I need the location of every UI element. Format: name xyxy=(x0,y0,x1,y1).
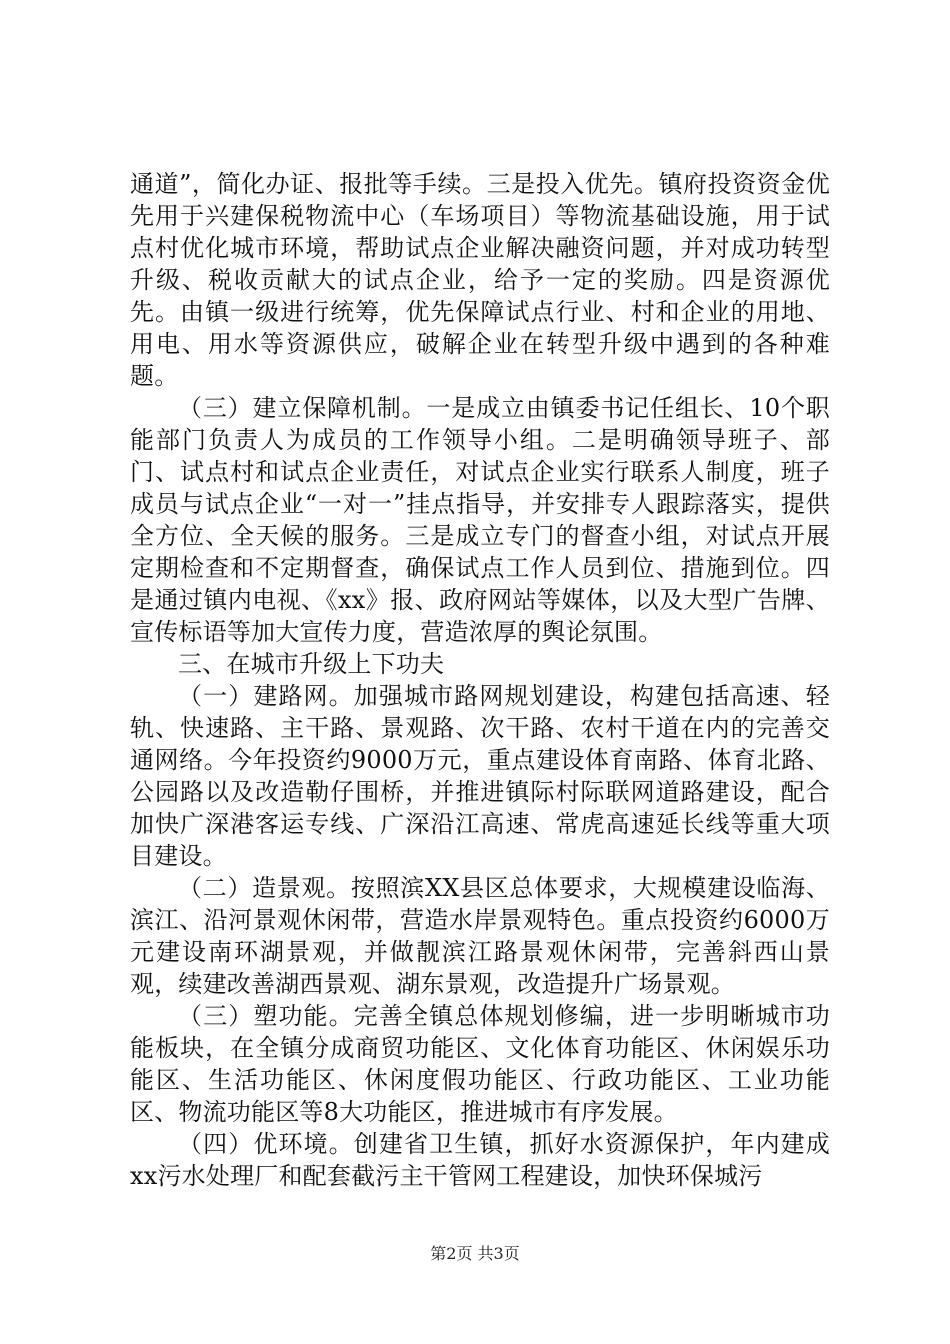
paragraph-6: （三）塑功能。完善全镇总体规划修编，进一步明晰城市功能板块，在全镇分成商贸功能区、文化体育功能区、休闲娱乐功能区、生活功能区、休闲度假功能区、行政功能区、工业功能区、物流功能区等8大功能区，推进城市有序发展。 xyxy=(130,1002,830,1126)
paragraph-5: （二）造景观。按照滨XX县区总体要求，大规模建设临海、滨江、沿河景观休闲带，营造水岸景观特色。重点投资约6000万元建设南环湖景观，并做靓滨江路景观休闲带，完善斜西山景观，续建改善湖西景观、湖东景观，改造提升广场景观。 xyxy=(130,874,830,998)
section-heading: 三、在城市升级上下功夫 xyxy=(178,650,445,678)
paragraph-2: （三）建立保障机制。一是成立由镇委书记任组长、10个职能部门负责人为成员的工作领导小组。二是明确领导班子、部门、试点村和试点企业责任，对试点企业实行联系人制度，班子成员与试点企业“一对一”挂点指导，并安排专人跟踪落实，提供全方位、全天候的服务。三是成立专门的督查小组，对试点开展定期检查和不定期督查，确保试点工作人员到位、措施到位。四是通过镇内电视、《xx》报、政府网站等媒体，以及大型广告牌、宣传标语等加大宣传力度，营造浓厚的舆论氛围。 xyxy=(130,394,830,646)
paragraph-7: （四）优环境。创建省卫生镇，抓好水资源保护，年内建成xx污水处理厂和配套截污主干管网工程建设，加快环保城污 xyxy=(130,1130,830,1190)
paragraph-1: 通道”，简化办证、报批等手续。三是投入优先。镇府投资资金优先用于兴建保税物流中心（车场项目）等物流基础设施，用于试点村优化城市环境，帮助试点企业解决融资问题，并对成功转型升级、税收贡献大的试点企业，给予一定的奖励。四是资源优先。由镇一级进行统筹，优先保障试点行业、村和企业的用地、用电、用水等资源供应，破解企业在转型升级中遇到的各种难题。 xyxy=(130,170,830,390)
page-number-footer: 第2页 共3页 xyxy=(430,1244,520,1263)
document-body xyxy=(130,168,830,1192)
paragraph-4: （一）建路网。加强城市路网规划建设，构建包括高速、轻轨、快速路、主干路、景观路、次干路、农村干道在内的完善交通网络。今年投资约9000万元，重点建设体育南路、体育北路、公园路以及改造勒仔围桥，并推进镇际村际联网道路建设，配合加快广深港客运专线、广深沿江高速、常虎高速延长线等重大项目建设。 xyxy=(130,682,830,870)
